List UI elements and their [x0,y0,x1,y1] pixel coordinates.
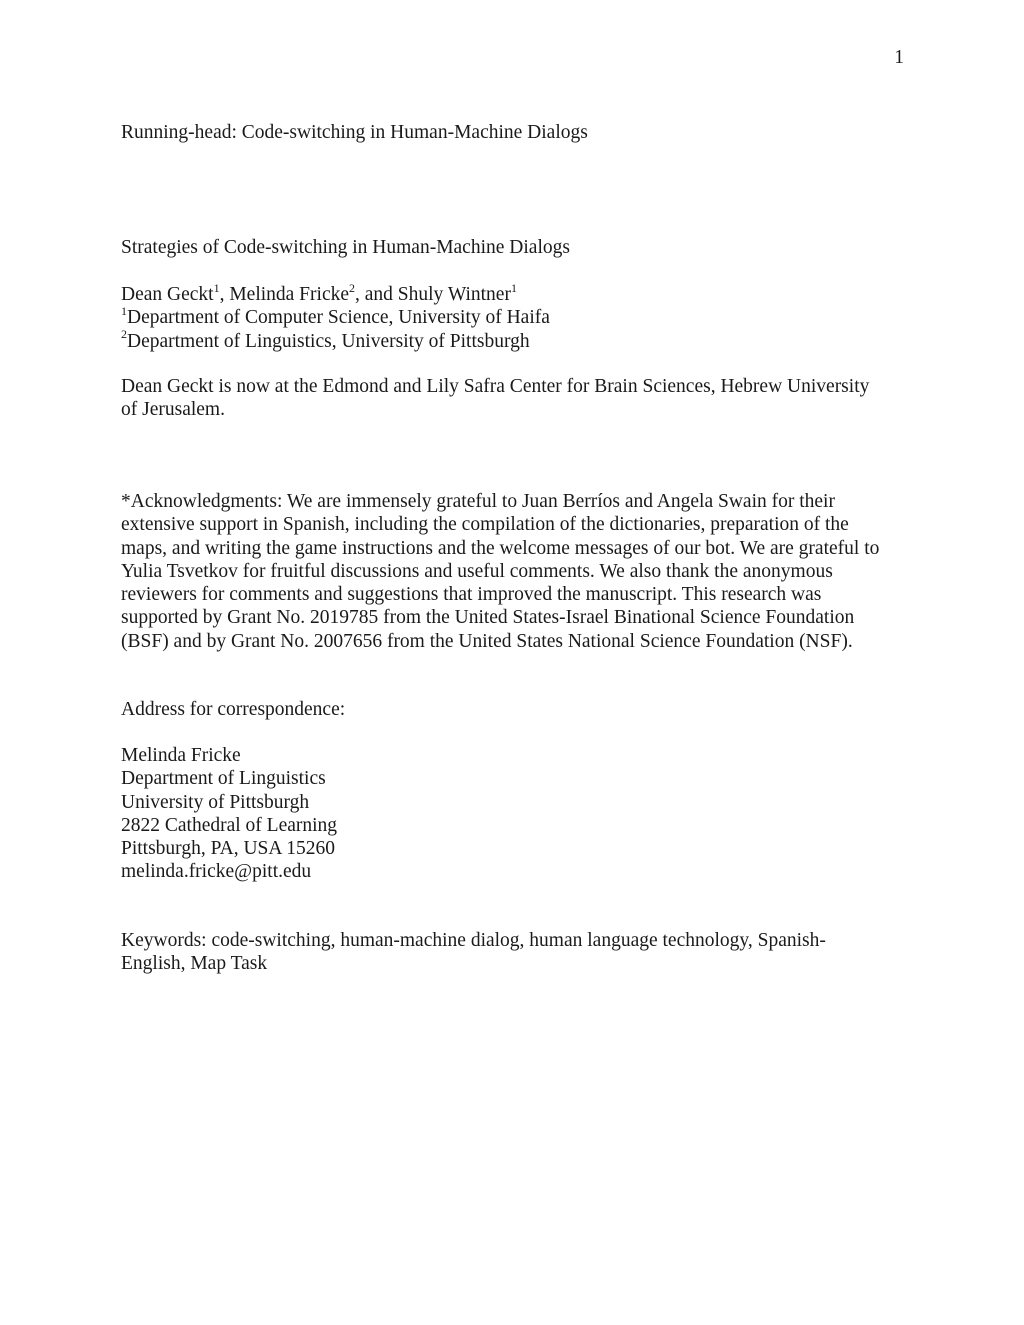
affiliation-superscript: 2 [121,327,127,342]
acknowledgments-line: (BSF) and by Grant No. 2007656 from the United States National Science Foundation (NSF). [121,630,853,652]
affiliation-text: Department of Linguistics, University of Pittsburgh [127,330,530,352]
keywords-line: English, Map Task [121,953,268,975]
address-line: Department of Linguistics [121,768,326,790]
author-superscript: 2 [349,280,356,295]
address-line: 2822 Cathedral of Learning [121,814,338,836]
acknowledgments-line: maps, and writing the game instructions and the welcome messages of our bot. We are grateful to [121,537,880,559]
correspondence-heading-text: Address for correspondence: [121,699,346,720]
affiliation-line [121,303,911,329]
keywords-line: Keywords: code-switching, human-machine dialog, human language technology, Spanish- [121,930,826,951]
author-name: Dean Geckt [121,284,214,305]
acknowledgments-line: supported by Grant No. 2019785 from the United States-Israel Binational Science Foundation [121,607,855,629]
title-text: Strategies of Code-switching in Human-Machine Dialogs [121,237,570,258]
paper-title [121,236,911,259]
affiliation-superscript: 1 [121,303,127,318]
correspondence-heading [121,698,911,721]
author-superscript: 1 [510,280,517,295]
note-line: Dean Geckt is now at the Edmond and Lily Safra Center for Brain Sciences, Hebrew University [121,376,870,397]
running-head-text: Running-head: Code-switching in Human-Machine Dialogs [121,122,588,143]
author-superscript: 1 [213,280,220,295]
note-line: of Jerusalem. [121,399,225,421]
author-name: , and Shuly Wintner [355,284,511,305]
author-block [121,280,911,353]
acknowledgments-line: extensive support in Spanish, including the compilation of the dictionaries, preparation of the [121,514,849,536]
address-line: University of Pittsburgh [121,791,310,813]
keywords [121,929,911,976]
running-head [121,121,911,144]
acknowledgments [121,490,911,653]
author-line [121,280,911,306]
email-address: melinda.fricke@pitt.edu [121,861,312,883]
author-note [121,375,911,422]
acknowledgments-line: reviewers for comments and suggestions that improved the manuscript. This research was [121,584,822,606]
affiliation-line [121,327,911,353]
acknowledgments-line: Yulia Tsvetkov for fruitful discussions and useful comments. We also thank the anonymous [121,560,833,582]
address-line: Melinda Fricke [121,745,241,766]
correspondence-address [121,744,911,884]
acknowledgments-line: *Acknowledgments: We are immensely grateful to Juan Berríos and Angela Swain for their [121,491,835,512]
affiliation-text: Department of Computer Science, University of Haifa [127,307,550,329]
address-line: Pittsburgh, PA, USA 15260 [121,838,336,860]
author-name: , Melinda Fricke [219,284,350,305]
page-number: 1 [894,47,904,68]
